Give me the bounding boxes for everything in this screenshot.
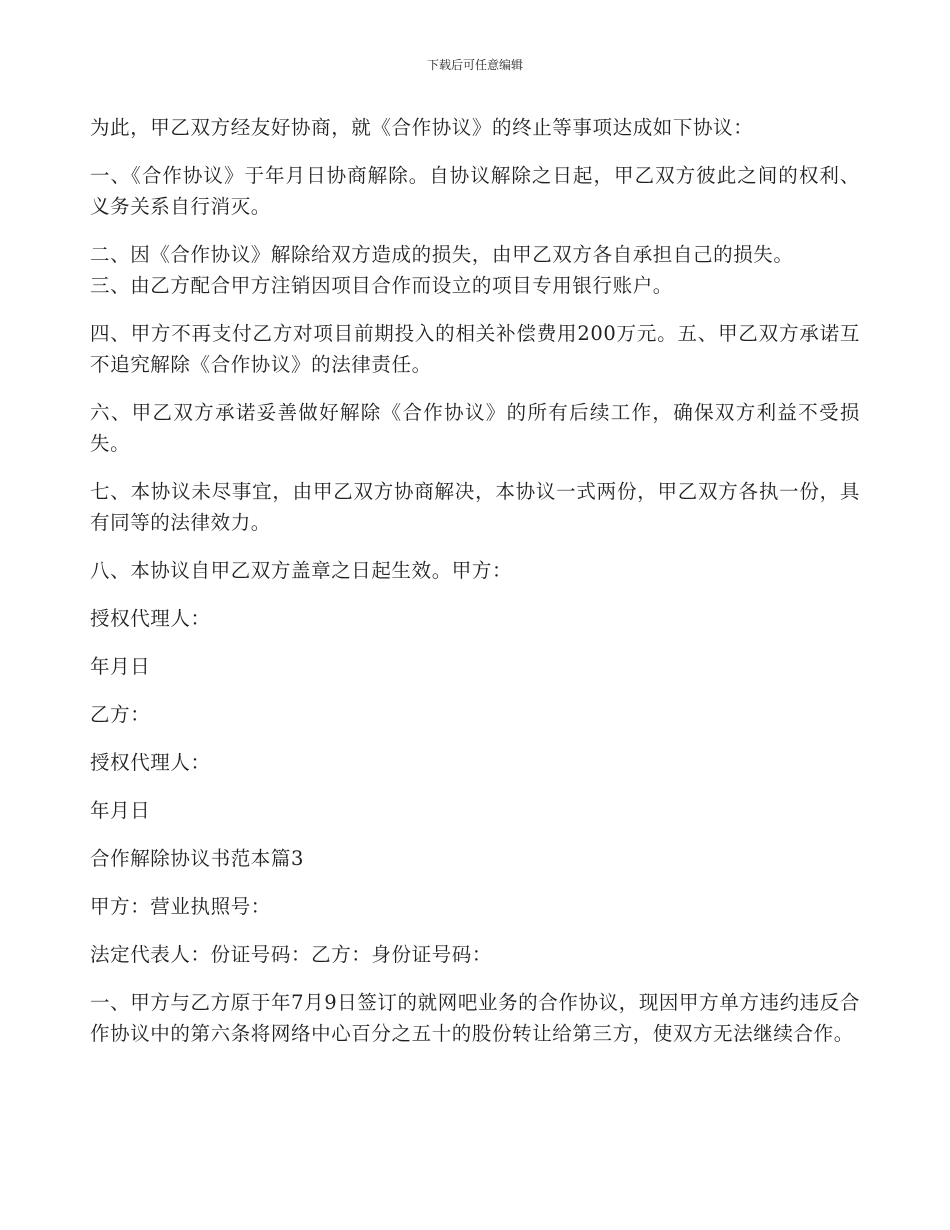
paragraph-clause-7: 七、本协议未尽事宜，由甲乙双方协商解决，本协议一式两份，甲乙双方各执一份，具有同等的法律效力。	[90, 480, 860, 534]
party-a-date-label: 年月日	[90, 655, 151, 678]
paragraph-clause-2: 二、因《合作协议》解除给双方造成的损失，由甲乙双方各自承担自己的损失。	[90, 243, 794, 266]
party-b-agent-label: 授权代理人：	[90, 751, 211, 774]
paragraph-clause-4-5: 四、甲方不再支付乙方对项目前期投入的相关补偿费用200万元。五、甲乙双方承诺互不追究解除《合作协议》的法律责任。	[90, 322, 860, 376]
document-body	[90, 112, 860, 1049]
section-title: 合作解除协议书范本篇3	[90, 847, 305, 870]
party-a-agent-label: 授权代理人：	[90, 607, 211, 630]
paragraph-clause-6: 六、甲乙双方承诺妥善做好解除《合作协议》的所有后续工作，确保双方利益不受损失。	[90, 401, 860, 455]
paragraph-clause-3: 三、由乙方配合甲方注销因项目合作而设立的项目专用银行账户。	[90, 274, 673, 297]
paragraph-clause-8: 八、本协议自甲乙双方盖章之日起生效。甲方：	[90, 559, 513, 582]
paragraph-clause-1: 一、《合作协议》于年月日协商解除。自协议解除之日起，甲乙双方彼此之间的权利、义务关系自行消灭。	[90, 164, 860, 218]
party-a-license-label: 甲方：营业执照号：	[90, 895, 271, 918]
representative-id-label: 法定代表人：份证号码：乙方：身份证号码：	[90, 943, 493, 966]
party-b-label: 乙方：	[90, 703, 151, 726]
paragraph-intro: 为此，甲乙双方经友好协商，就《合作协议》的终止等事项达成如下协议：	[90, 116, 754, 139]
page-header: 下载后可任意编辑	[426, 58, 523, 72]
paragraph-section3-clause-1: 一、甲方与乙方原于年7月9日签订的就网吧业务的合作协议，现因甲方单方违约违反合作协议中的第六条将网络中心百分之五十的股份转让给第三方，使双方无法继续合作。	[90, 991, 860, 1045]
party-b-date-label: 年月日	[90, 799, 151, 822]
